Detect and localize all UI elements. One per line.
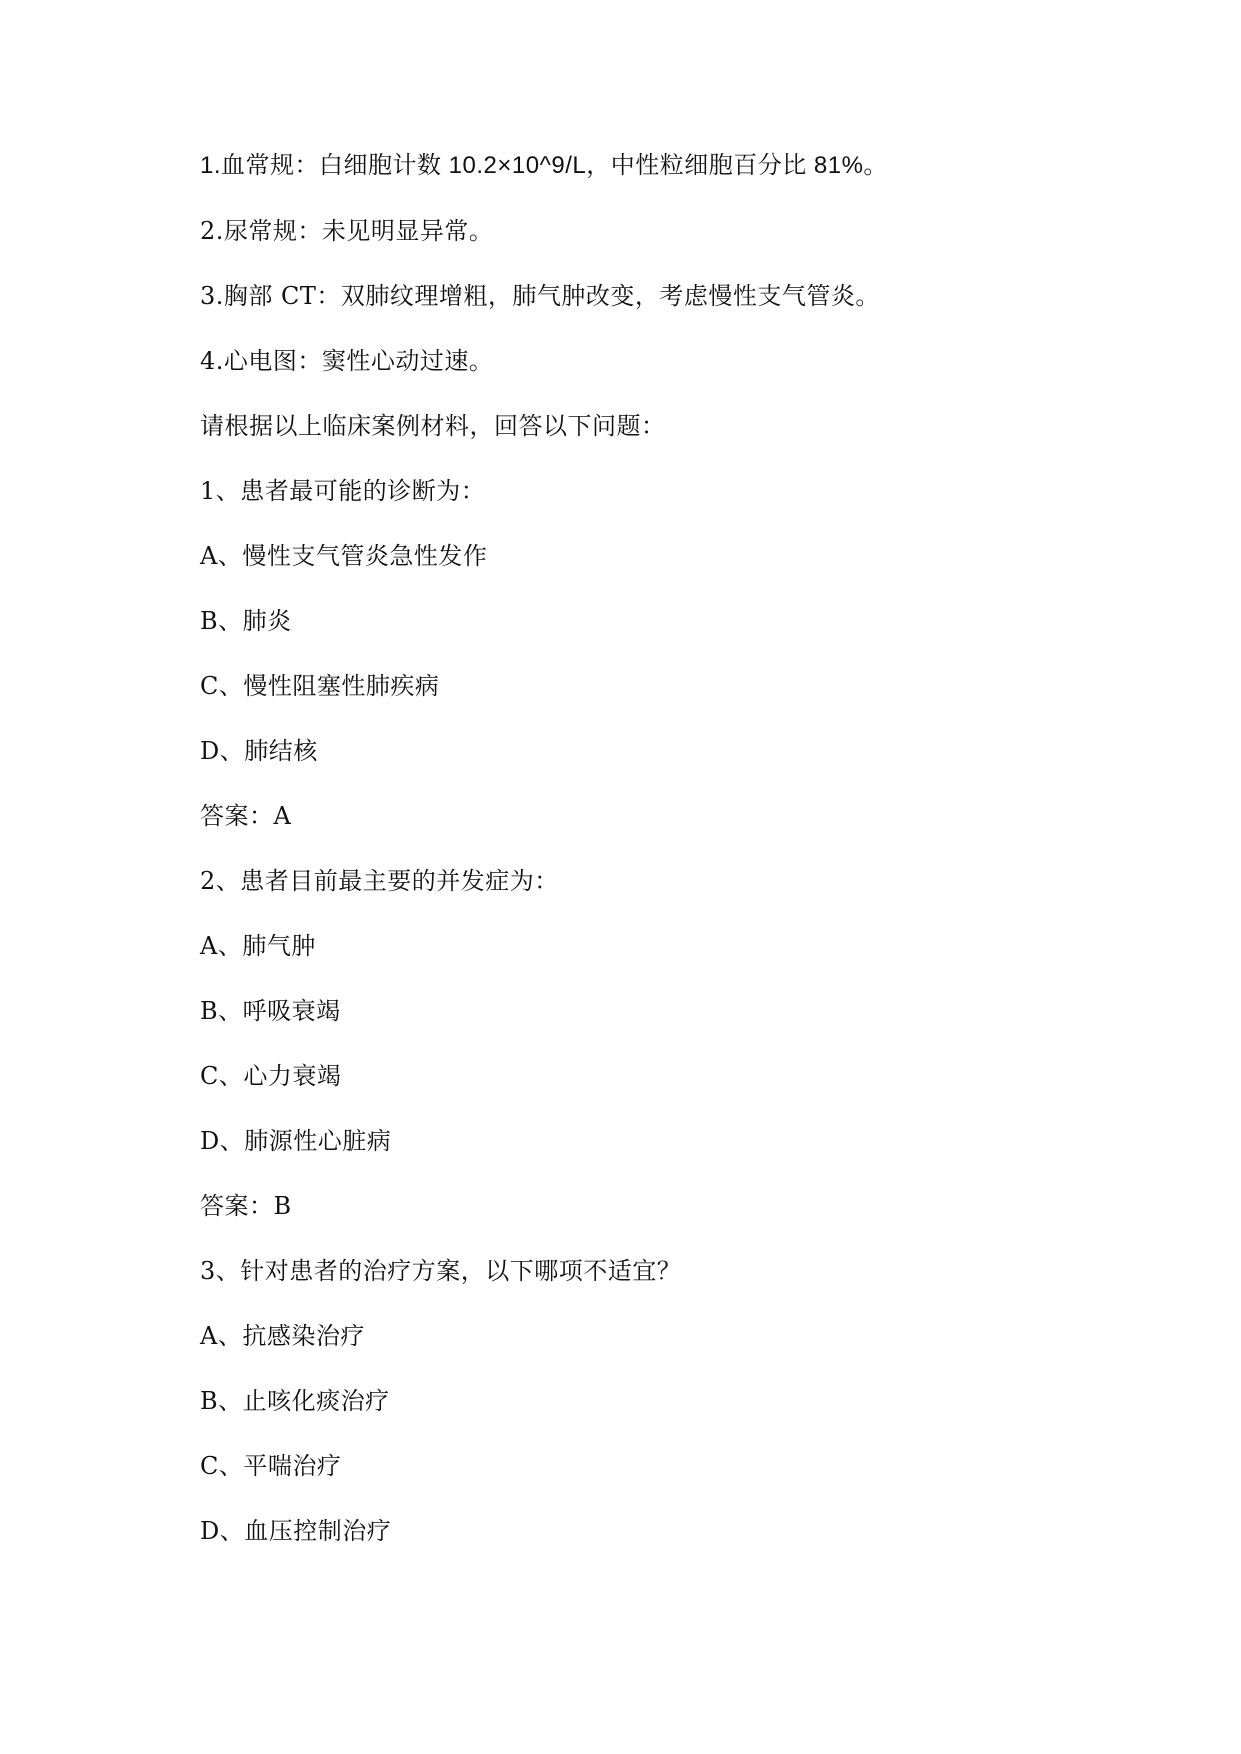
question-1-option-b: B、肺炎 [200, 607, 292, 635]
lab-result-urine: 2.尿常规：未见明显异常。 [200, 217, 494, 245]
question-3-option-a: A、抗感染治疗 [200, 1322, 365, 1350]
question-3-option-b: B、止咳化痰治疗 [200, 1387, 390, 1415]
lab-result-chest-ct: 3.胸部 CT：双肺纹理增粗，肺气肿改变，考虑慢性支气管炎。 [200, 282, 880, 310]
question-3-stem: 3、针对患者的治疗方案，以下哪项不适宜？ [200, 1257, 682, 1285]
question-1-option-c: C、慢性阻塞性肺疾病 [200, 672, 440, 700]
question-2-option-a: A、肺气肿 [200, 932, 316, 960]
question-3-option-d: D、血压控制治疗 [200, 1517, 392, 1545]
question-1-stem: 1、患者最可能的诊断为： [200, 477, 486, 505]
question-2-option-d: D、肺源性心脏病 [200, 1127, 392, 1155]
question-2-answer: 答案：B [200, 1192, 292, 1220]
lab-result-blood: 1.血常规：白细胞计数 10.2×10^9/L，中性粒细胞百分比 81%。 [200, 152, 888, 179]
question-3-option-c: C、平喘治疗 [200, 1452, 342, 1480]
instruction-text: 请根据以上临床案例材料，回答以下问题： [200, 412, 666, 440]
question-2-option-b: B、呼吸衰竭 [200, 997, 341, 1025]
question-1-option-a: A、慢性支气管炎急性发作 [200, 542, 488, 570]
document-body [200, 146, 1100, 1576]
question-2-option-c: C、心力衰竭 [200, 1062, 342, 1090]
question-1-answer: 答案：A [200, 802, 292, 830]
question-1-option-d: D、肺结核 [200, 737, 318, 765]
question-2-stem: 2、患者目前最主要的并发症为： [200, 867, 559, 895]
lab-result-ecg: 4.心电图：窦性心动过速。 [200, 347, 494, 375]
